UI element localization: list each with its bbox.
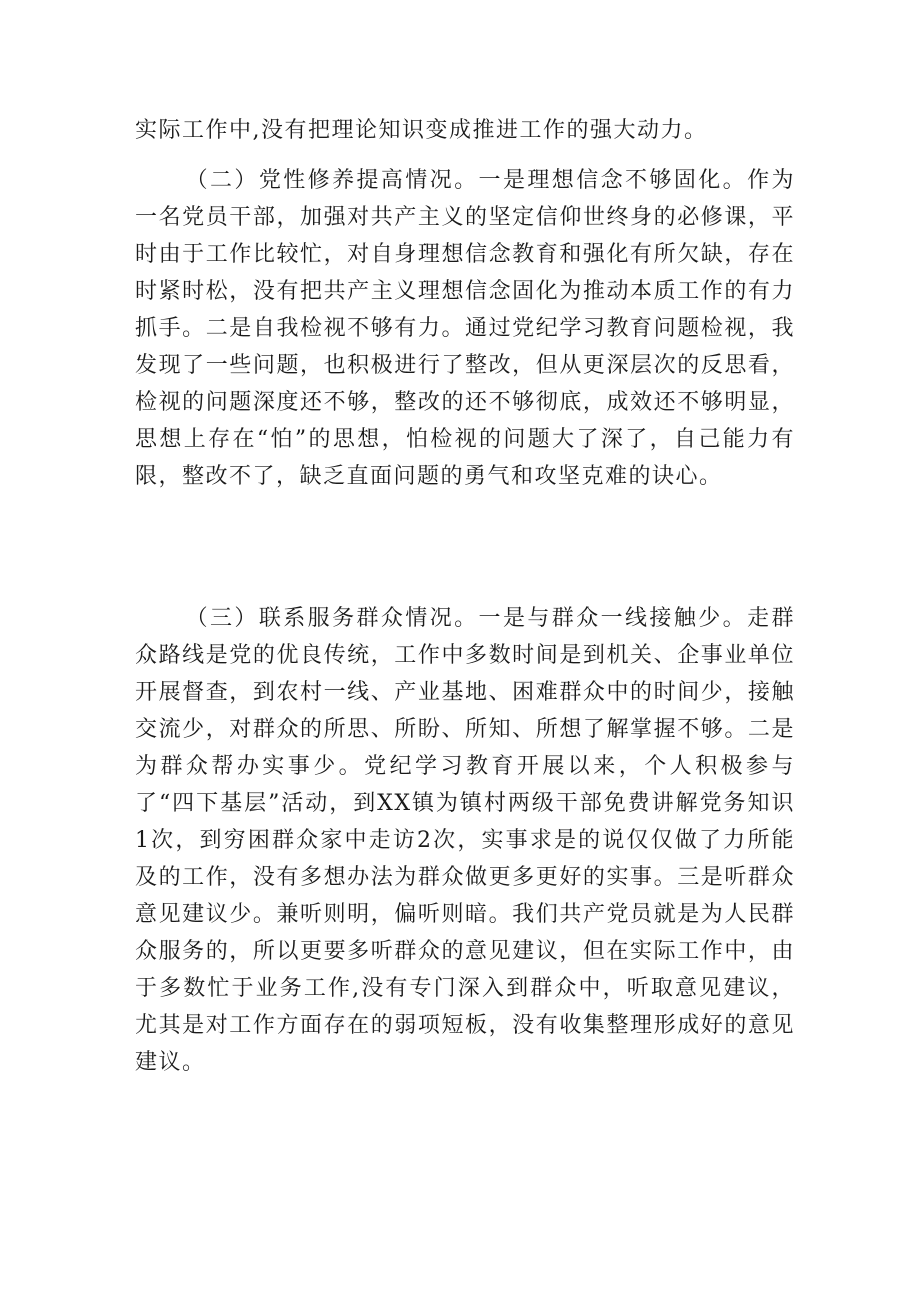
paragraph-text: （三）联系服务群众情况。一是与群众一线接触少。走群众路线是党的优良传统，工作中多数时间是到机关、企事业单位开展督查，到农村一线、产业基地、困难群众中的时间少，接触交流少，对群众的所思、所盼、所知、所想了解掌握不够。二是为群众帮办实事少。党纪学习教育开展以来，个人积极参与了“四下基层”活动，到XX镇为镇村两级干部免费讲解党务知识1次，到穷困群众家中走访2次，实事求是的说仅仅做了力所能及的工作，没有多想办法为群众做更多更好的实事。三是听群众意见建议少。兼听则明，偏听则暗。我们共产党员就是为人民群众服务的，所以更要多听群众的意见建议，但在实际工作中，由于多数忙于业务工作,没有专门深入到群众中，听取意见建议，尤其是对工作方面存在的弱项短板，没有收集整理形成好的意见建议。	[135, 606, 795, 1075]
paragraph-continuation	[135, 112, 795, 149]
paragraph-text: 实际工作中,没有把理论知识变成推进工作的强大动力。	[135, 118, 708, 143]
paragraph-serving-masses	[135, 600, 795, 1081]
paragraph-text: （二）党性修养提高情况。一是理想信念不够固化。作为一名党员干部，加强对共产主义的坚定信仰世终身的必修课，平时由于工作比较忙，对自身理想信念教育和强化有所欠缺，存在时紧时松，没有把共产主义理想信念固化为推动本质工作的有力抓手。二是自我检视不够有力。通过党纪学习教育问题检视，我发现了一些问题，也积极进行了整改，但从更深层次的反思看，检视的问题深度还不够，整改的还不够彻底，成效还不够明显，思想上存在“怕”的思想，怕检视的问题大了深了，自己能力有限，整改不了，缺乏直面问题的勇气和攻坚克难的诀心。	[135, 168, 795, 489]
paragraph-party-spirit	[135, 162, 795, 495]
